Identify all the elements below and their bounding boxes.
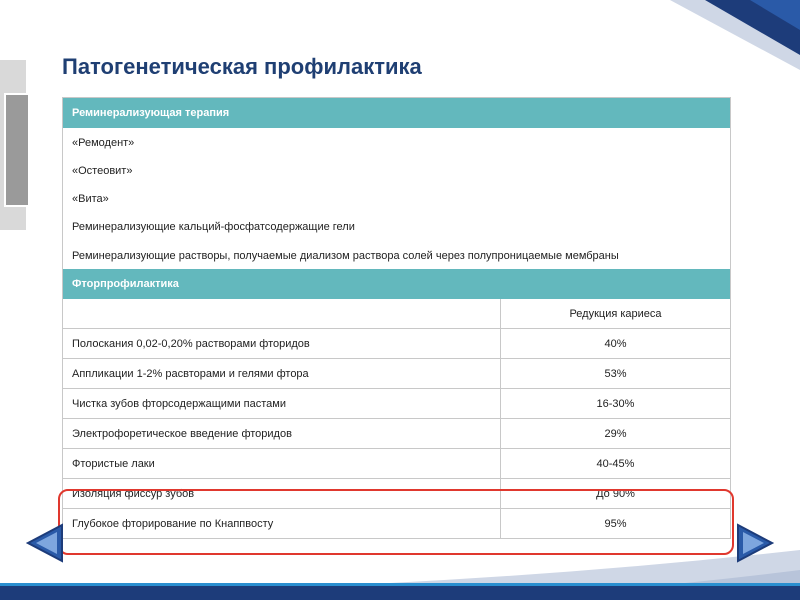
table-header-row [63, 299, 730, 328]
list-item: «Вита» [72, 193, 109, 205]
table-row [63, 418, 730, 448]
list-item: «Ремодент» [72, 137, 135, 149]
value-cell: 95% [604, 517, 627, 530]
table-row [63, 388, 730, 418]
value-cell: До 90% [596, 487, 635, 500]
method-cell: Чистка зубов фторсодержащими пастами [63, 389, 501, 418]
method-cell: Аппликации 1-2% расвторами и гелями фтора [63, 359, 501, 388]
method-cell: Глубокое фторирование по Кнаппвосту [63, 509, 501, 538]
method-cell: Фтористые лаки [63, 449, 501, 478]
remineralizing-list [63, 128, 730, 269]
fluoride-header: Фторпрофилактика [63, 269, 730, 299]
method-cell: Полоскания 0,02-0,20% растворами фторидов [63, 329, 501, 358]
next-arrow-icon[interactable] [734, 523, 774, 563]
list-item: Реминерализующие растворы, получаемые диализом раствора солей через полупроницаемые мембраны [72, 250, 619, 262]
list-item: Реминерализующие кальций-фосфатсодержащие гели [72, 221, 355, 233]
page-title: Патогенетическая профилактика [62, 54, 422, 79]
method-cell: Электрофоретическое введение фторидов [63, 419, 501, 448]
prophylaxis-table [62, 97, 731, 539]
value-cell: 53% [604, 367, 627, 380]
prev-arrow-icon[interactable] [26, 523, 66, 563]
table-row [63, 358, 730, 388]
left-decoration [0, 60, 40, 230]
value-cell: 29% [604, 427, 627, 440]
value-cell: 40% [604, 337, 627, 350]
empty-header-cell [63, 299, 501, 328]
table-row [63, 448, 730, 478]
list-item: «Остеовит» [72, 165, 133, 177]
method-cell: Изоляция фиссур зубов [63, 479, 501, 508]
column-header: Редукция кариеса [569, 307, 662, 320]
table-row [63, 328, 730, 358]
value-cell: 40-45% [596, 457, 635, 470]
footer-bar [0, 586, 800, 600]
value-cell: 16-30% [596, 397, 635, 410]
remineralizing-header: Реминерализующая терапия [63, 98, 730, 128]
corner-decoration [630, 0, 800, 70]
